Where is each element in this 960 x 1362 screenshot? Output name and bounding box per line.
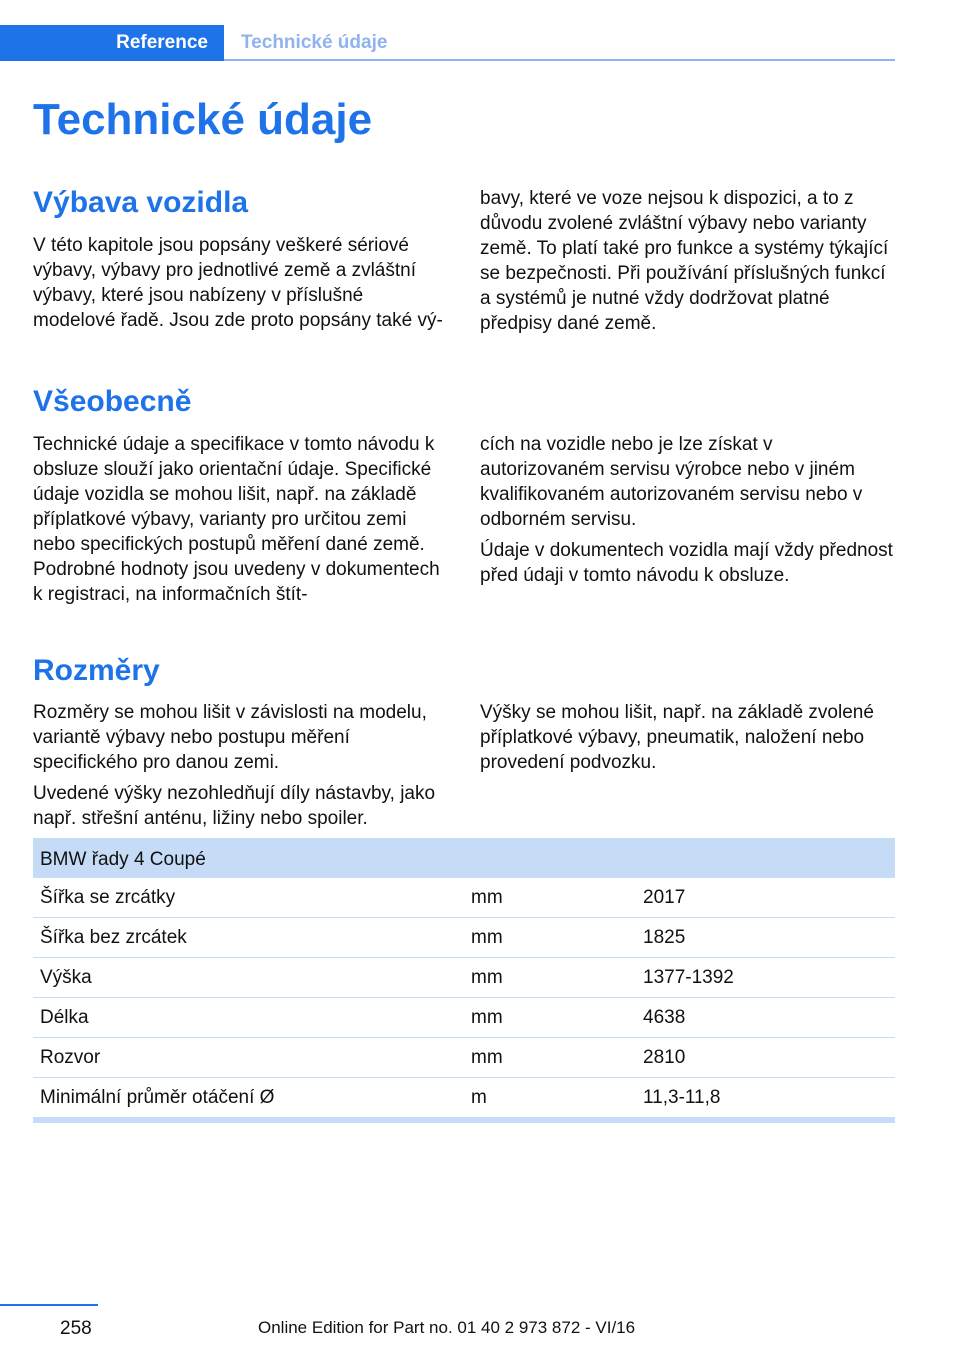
page-title: Technické údaje xyxy=(33,95,373,144)
rozmery-left-column xyxy=(33,700,448,837)
row-label: Rozvor xyxy=(40,1047,101,1068)
table-row xyxy=(33,998,895,1038)
row-label: Šířka se zrcátky xyxy=(40,887,176,908)
row-unit: mm xyxy=(471,1007,503,1028)
table-row xyxy=(33,918,895,958)
table-row xyxy=(33,958,895,998)
paragraph: cích na vozidle nebo je lze získat v autorizovaném servisu výrobce nebo v jiném kvalifikovaném autorizovaném servisu nebo v odborném servisu. xyxy=(480,434,863,530)
row-label: Výška xyxy=(40,967,92,988)
row-unit: mm xyxy=(471,927,503,948)
row-value: 2810 xyxy=(643,1047,686,1068)
paragraph: Rozměry se mohou lišit v závislosti na modelu, variantě výbavy nebo postupu měření specifického pro danou zemi. xyxy=(33,702,427,773)
row-unit: mm xyxy=(471,967,503,988)
table-row xyxy=(33,878,895,918)
section-title-vybava: Výbava vozidla xyxy=(33,186,249,219)
table-header: BMW řady 4 Coupé xyxy=(33,838,895,878)
row-value: 1825 xyxy=(643,927,686,948)
paragraph: V této kapitole jsou popsány veškeré sériové výbavy, výbavy pro jednotlivé země a zvláštní výbavy, které jsou nabízeny v příslušné modelové řadě. Jsou zde proto popsány také vý- xyxy=(33,235,443,331)
row-value: 1377-1392 xyxy=(643,967,734,988)
vseobecne-right-column xyxy=(480,432,895,594)
row-unit: mm xyxy=(471,1047,503,1068)
breadcrumb[interactable]: Technické údaje xyxy=(241,32,388,53)
dimensions-table xyxy=(33,838,895,1123)
vseobecne-left-column xyxy=(33,432,448,613)
paragraph: bavy, které ve voze nejsou k dispozici, a to z důvodu zvolené zvláštní výbavy nebo varianty země. To platí také pro funkce a systémy týkající se bezpečnosti. Při používání příslušných funkcí a systémů je nutné vždy dodržovat platné předpisy dané země. xyxy=(480,188,889,334)
table-bottom-rule xyxy=(33,1118,895,1123)
row-value: 4638 xyxy=(643,1007,686,1028)
paragraph: Technické údaje a specifikace v tomto návodu k obsluze slouží jako orientační údaje. Specifické údaje vozidla se mohou lišit, např. na základě příplatkové výbavy, varianty pro určitou zemi nebo specifických postupů měření dané země. Podrobné hodnoty jsou uvedeny v dokumentech k registraci, na informačních štít- xyxy=(33,434,440,605)
row-value: 2017 xyxy=(643,887,686,908)
row-unit: m xyxy=(471,1087,487,1108)
paragraph: Uvedené výšky nezohledňují díly nástavby, jako např. střešní anténu, ližiny nebo spoiler. xyxy=(33,783,436,829)
page-number: 258 xyxy=(60,1318,92,1339)
row-label: Minimální průměr otáčení Ø xyxy=(40,1087,275,1108)
section-title-vseobecne: Všeobecně xyxy=(33,385,192,418)
header-divider xyxy=(224,59,895,61)
section-title-rozmery: Rozměry xyxy=(33,654,160,687)
page-header xyxy=(0,25,895,61)
row-label: Délka xyxy=(40,1007,89,1028)
paragraph: Výšky se mohou lišit, např. na základě zvolené příplatkové výbavy, pneumatik, naložení nebo provedení podvozku. xyxy=(480,702,874,773)
reference-tab-label: Reference xyxy=(116,32,208,53)
footer-divider xyxy=(0,1304,98,1306)
vybava-right-column xyxy=(480,186,895,342)
vybava-left-column xyxy=(33,233,448,339)
row-value: 11,3-11,8 xyxy=(643,1087,721,1108)
paragraph: Údaje v dokumentech vozidla mají vždy přednost před údaji v tomto návodu k obsluze. xyxy=(480,540,893,586)
reference-tab[interactable] xyxy=(0,25,224,61)
row-label: Šířka bez zrcátek xyxy=(40,927,187,948)
table-row xyxy=(33,1038,895,1078)
row-unit: mm xyxy=(471,887,503,908)
rozmery-right-column xyxy=(480,700,895,781)
edition-info: Online Edition for Part no. 01 40 2 973 872 - VI/16 xyxy=(258,1318,636,1337)
table-row xyxy=(33,1078,895,1118)
